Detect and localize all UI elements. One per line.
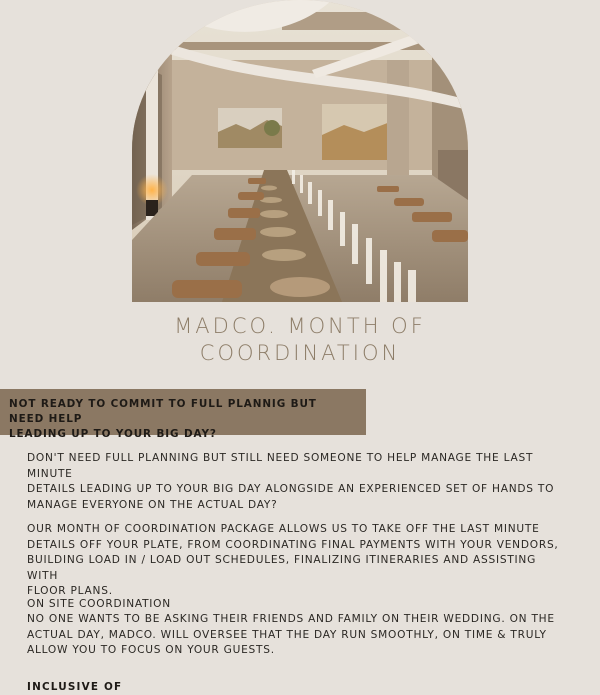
package-line: DETAILS OFF YOUR PLATE, FROM COORDINATING FINAL PAYMENTS WITH YOUR VENDORS, [27, 538, 559, 551]
onsite-line: NO ONE WANTS TO BE ASKING THEIR FRIENDS AND FAMILY ON THEIR WEDDING. ON THE [27, 613, 555, 625]
intro-line: MANAGE EVERYONE ON THE ACTUAL DAY? [27, 498, 278, 511]
callout-line-2: LEADING UP TO YOUR BIG DAY? [9, 428, 217, 440]
intro-paragraph [27, 451, 567, 513]
page-title-line-1: MADCO. MONTH OF [174, 314, 426, 338]
onsite-paragraph [27, 612, 567, 659]
intro-line: DETAILS LEADING UP TO YOUR BIG DAY ALONGSIDE AN EXPERIENCED SET OF HANDS TO [27, 483, 555, 495]
onsite-line: ACTUAL DAY, MADCO. WILL OVERSEE THAT THE DAY RUN SMOOTHLY, ON TIME & TRULY [27, 628, 547, 641]
intro-line: DON'T NEED FULL PLANNING BUT STILL NEED SOMEONE TO HELP MANAGE THE LAST MINUTE [27, 452, 534, 480]
package-paragraph [27, 522, 567, 600]
inclusive-heading: INCLUSIVE OF [27, 681, 123, 693]
callout-line-1: NOT READY TO COMMIT TO FULL PLANNIG BUT NEED HELP [9, 398, 317, 425]
package-line: FLOOR PLANS. [27, 585, 113, 597]
long-table-ruin-venue-photo [132, 0, 468, 302]
page-title-line-2: COORDINATION [199, 341, 401, 365]
package-line: BUILDING LOAD IN / LOAD OUT SCHEDULES, FINALIZING ITINERARIES AND ASSISTING WITH [27, 554, 537, 582]
callout-banner [0, 389, 366, 440]
onsite-line: ALLOW YOU TO FOCUS ON YOUR GUESTS. [27, 644, 275, 656]
package-line: OUR MONTH OF COORDINATION PACKAGE ALLOWS US TO TAKE OFF THE LAST MINUTE [27, 523, 540, 535]
onsite-heading: ON SITE COORDINATION [27, 598, 171, 610]
hero-photo [132, 0, 468, 302]
